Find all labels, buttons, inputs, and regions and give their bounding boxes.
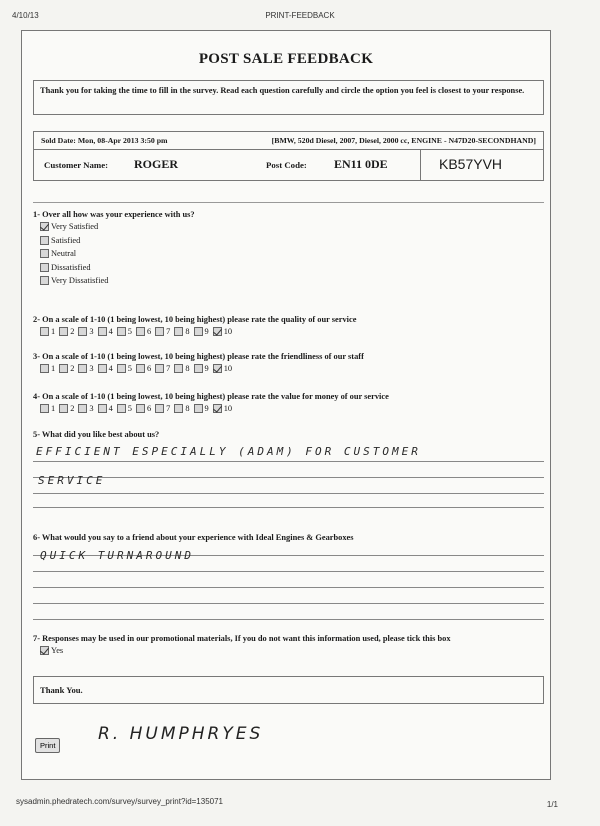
scale-option-10[interactable]: 10 [213, 404, 232, 413]
checkbox[interactable] [98, 327, 107, 336]
question-2-scale [40, 327, 236, 336]
scale-option-1[interactable]: 1 [40, 364, 55, 373]
checkbox[interactable] [40, 327, 49, 336]
postcode-value: EN11 0DE [334, 157, 388, 171]
question-5-answer-line-2: SERVICE [38, 474, 106, 487]
print-button[interactable]: Print [35, 738, 60, 753]
checkbox[interactable] [194, 404, 203, 413]
checkbox[interactable] [59, 404, 68, 413]
option-yes[interactable]: Yes [40, 644, 63, 658]
sold-date: Sold Date: Mon, 08-Apr 2013 3:50 pm [41, 136, 168, 145]
scale-option-8[interactable]: 8 [174, 404, 189, 413]
scale-option-1[interactable]: 1 [40, 327, 55, 336]
scale-option-8[interactable]: 8 [174, 364, 189, 373]
checkbox[interactable] [174, 404, 183, 413]
question-2: 2- On a scale of 1-10 (1 being lowest, 10 being highest) please rate the quality of our service [33, 315, 357, 324]
checkbox[interactable] [136, 404, 145, 413]
question-7: 7- Responses may be used in our promotional materials, If you do not want this information used, please tick this box [33, 634, 451, 643]
question-7-options [40, 644, 63, 658]
scale-option-5[interactable]: 5 [117, 327, 132, 336]
scale-option-1[interactable]: 1 [40, 404, 55, 413]
checkbox[interactable] [117, 404, 126, 413]
scale-option-2[interactable]: 2 [59, 327, 74, 336]
scale-option-6[interactable]: 6 [136, 327, 151, 336]
question-4: 4- On a scale of 1-10 (1 being lowest, 10 being highest) please rate the value for money of our service [33, 392, 389, 401]
checkbox[interactable] [194, 327, 203, 336]
scale-option-10[interactable]: 10 [213, 327, 232, 336]
checkbox[interactable] [40, 249, 49, 258]
option-satisfied[interactable]: Satisfied [40, 234, 108, 248]
page-url: sysadmin.phedratech.com/survey/survey_print?id=135071 [16, 797, 224, 806]
checkbox[interactable] [155, 327, 164, 336]
checkbox[interactable] [40, 222, 49, 231]
scale-option-8[interactable]: 8 [174, 327, 189, 336]
checkbox[interactable] [40, 236, 49, 245]
customer-name-value: ROGER [134, 157, 179, 171]
question-3-scale [40, 364, 236, 373]
scale-option-2[interactable]: 2 [59, 404, 74, 413]
checkbox[interactable] [78, 327, 87, 336]
scale-option-5[interactable]: 5 [117, 404, 132, 413]
checkbox[interactable] [78, 364, 87, 373]
checkbox[interactable] [59, 327, 68, 336]
question-5: 5- What did you like best about us? [33, 430, 160, 439]
question-6: 6- What would you say to a friend about your experience with Ideal Engines & Gearboxes [33, 533, 354, 542]
registration-number: KB57YVH [420, 149, 546, 180]
vehicle-details: [BMW, 520d Diesel, 2007, Diesel, 2000 cc, ENGINE - N47D20-SECONDHAND] [271, 136, 536, 145]
scale-option-5[interactable]: 5 [117, 364, 132, 373]
checkbox[interactable] [40, 404, 49, 413]
checkbox[interactable] [78, 404, 87, 413]
checkbox[interactable] [117, 327, 126, 336]
question-3: 3- On a scale of 1-10 (1 being lowest, 10 being highest) please rate the friendliness of our staff [33, 352, 364, 361]
question-1-options [40, 220, 108, 288]
thank-you-box: Thank You. [33, 676, 544, 704]
print-date: 4/10/13 [12, 11, 39, 20]
scale-option-9[interactable]: 9 [194, 404, 209, 413]
scale-option-6[interactable]: 6 [136, 404, 151, 413]
intro-text: Thank you for taking the time to fill in the survey. Read each question carefully and circle the option you feel is closest to your response. [33, 80, 544, 115]
page-number: 1/1 [546, 800, 558, 809]
scale-option-3[interactable]: 3 [78, 364, 93, 373]
section-divider [33, 202, 544, 203]
scale-option-9[interactable]: 9 [194, 364, 209, 373]
scale-option-10[interactable]: 10 [213, 364, 232, 373]
checkbox[interactable] [40, 263, 49, 272]
checkbox[interactable] [40, 276, 49, 285]
postcode-label: Post Code: [266, 160, 307, 170]
checkbox[interactable] [40, 364, 49, 373]
checkbox[interactable] [174, 327, 183, 336]
customer-row [33, 150, 544, 181]
scale-option-9[interactable]: 9 [194, 327, 209, 336]
checkbox[interactable] [155, 364, 164, 373]
scale-option-3[interactable]: 3 [78, 327, 93, 336]
checkbox[interactable] [213, 364, 222, 373]
form-title: POST SALE FEEDBACK [198, 51, 374, 67]
checkbox[interactable] [98, 404, 107, 413]
question-4-scale [40, 404, 236, 413]
checkbox[interactable] [174, 364, 183, 373]
checkbox[interactable] [194, 364, 203, 373]
checkbox[interactable] [213, 327, 222, 336]
scale-option-6[interactable]: 6 [136, 364, 151, 373]
checkbox[interactable] [136, 364, 145, 373]
customer-name-label: Customer Name: [44, 160, 109, 170]
scale-option-4[interactable]: 4 [98, 364, 113, 373]
checkbox[interactable] [117, 364, 126, 373]
feedback-form [21, 30, 551, 780]
scale-option-7[interactable]: 7 [155, 327, 170, 336]
question-5-answer-line-1: EFFICIENT ESPECIALLY (ADAM) FOR CUSTOMER [36, 445, 421, 458]
scale-option-7[interactable]: 7 [155, 364, 170, 373]
scale-option-3[interactable]: 3 [78, 404, 93, 413]
scale-option-4[interactable]: 4 [98, 327, 113, 336]
option-dissatisfied[interactable]: Dissatisfied [40, 261, 108, 275]
question-6-answer-line-1: QUICK TURNAROUND [40, 549, 194, 562]
scale-option-2[interactable]: 2 [59, 364, 74, 373]
scale-option-4[interactable]: 4 [98, 404, 113, 413]
print-page-title: PRINT-FEEDBACK [265, 11, 335, 20]
customer-signature: R. HUMPHRYES [98, 724, 264, 744]
option-very-dissatisfied[interactable]: Very Dissatisfied [40, 274, 108, 288]
option-very-satisfied[interactable]: Very Satisfied [40, 220, 108, 234]
checkbox[interactable] [98, 364, 107, 373]
checkbox[interactable] [136, 327, 145, 336]
sale-details-row [33, 131, 544, 150]
scale-option-7[interactable]: 7 [155, 404, 170, 413]
option-neutral[interactable]: Neutral [40, 247, 108, 261]
checkbox[interactable] [213, 404, 222, 413]
checkbox[interactable] [40, 646, 49, 655]
checkbox[interactable] [59, 364, 68, 373]
question-1: 1- Over all how was your experience with us? [33, 210, 195, 219]
checkbox[interactable] [155, 404, 164, 413]
